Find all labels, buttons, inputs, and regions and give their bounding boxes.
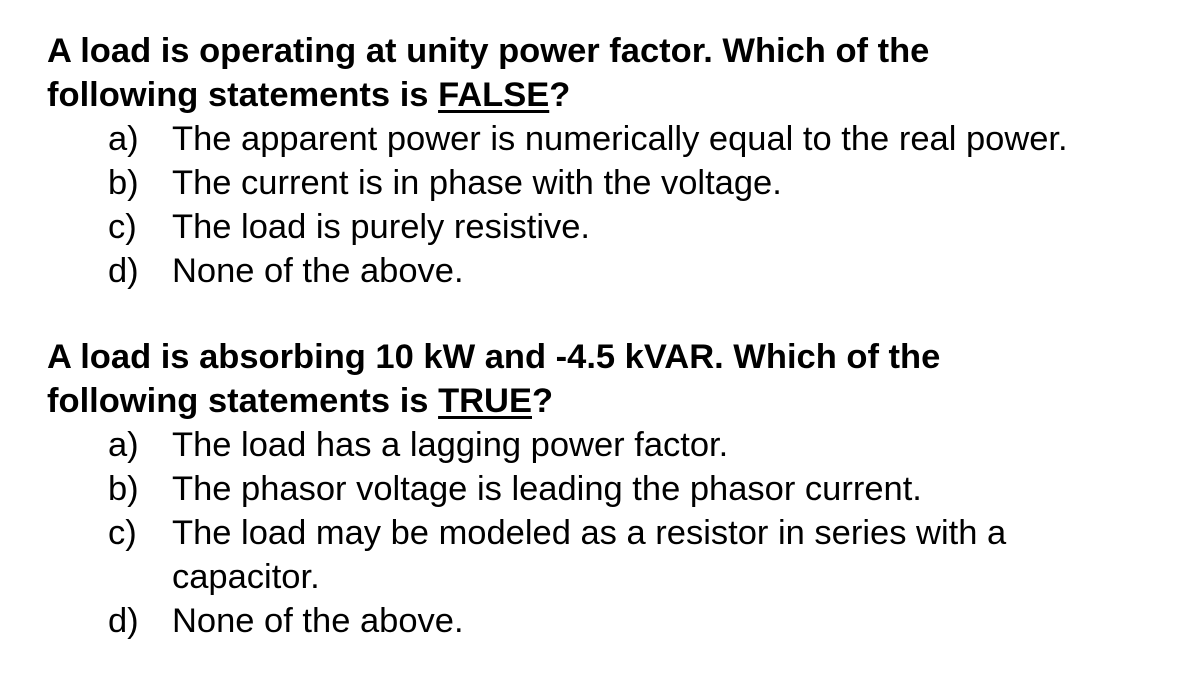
question-stem — [47, 29, 1187, 117]
option-text: The apparent power is numerically equal to the real power. — [172, 120, 1068, 158]
option-text: The phasor voltage is leading the phasor current. — [172, 470, 922, 508]
option-c — [47, 205, 1187, 249]
stem-keyword: TRUE — [438, 382, 532, 420]
option-text: None of the above. — [172, 252, 464, 290]
option-c — [47, 511, 1092, 599]
option-d — [47, 249, 1187, 293]
option-letter: a) — [108, 426, 139, 464]
option-list — [47, 117, 1187, 293]
question-2 — [47, 335, 1187, 643]
option-d — [47, 599, 1187, 643]
option-b — [47, 467, 1187, 511]
stem-keyword: FALSE — [438, 76, 550, 114]
stem-line2: following statements is — [47, 382, 439, 420]
option-letter: b) — [108, 164, 139, 202]
option-letter: c) — [108, 208, 137, 246]
option-text: The current is in phase with the voltage. — [172, 164, 782, 202]
option-a — [47, 117, 1187, 161]
option-b — [47, 161, 1187, 205]
stem-suffix: ? — [549, 76, 571, 114]
question-1 — [47, 29, 1187, 293]
option-list — [47, 423, 1187, 643]
stem-suffix: ? — [531, 382, 554, 420]
option-letter: c) — [108, 514, 137, 552]
option-letter: b) — [108, 470, 139, 508]
option-a — [47, 423, 1187, 467]
option-text: The load is purely resistive. — [172, 208, 591, 246]
stem-line1: A load is operating at unity power factor. Which of the — [47, 32, 930, 70]
option-text: The load has a lagging power factor. — [172, 426, 729, 464]
option-letter: d) — [108, 602, 139, 640]
option-text: The load may be modeled as a resistor in series with a capacitor. — [172, 514, 1007, 596]
stem-line2: following statements is — [47, 76, 439, 114]
option-letter: d) — [108, 252, 139, 290]
option-text: None of the above. — [172, 602, 464, 640]
stem-line1: A load is absorbing 10 kW and -4.5 kVAR. Which of the — [47, 338, 941, 376]
option-letter: a) — [108, 120, 139, 158]
question-stem — [47, 335, 1187, 423]
